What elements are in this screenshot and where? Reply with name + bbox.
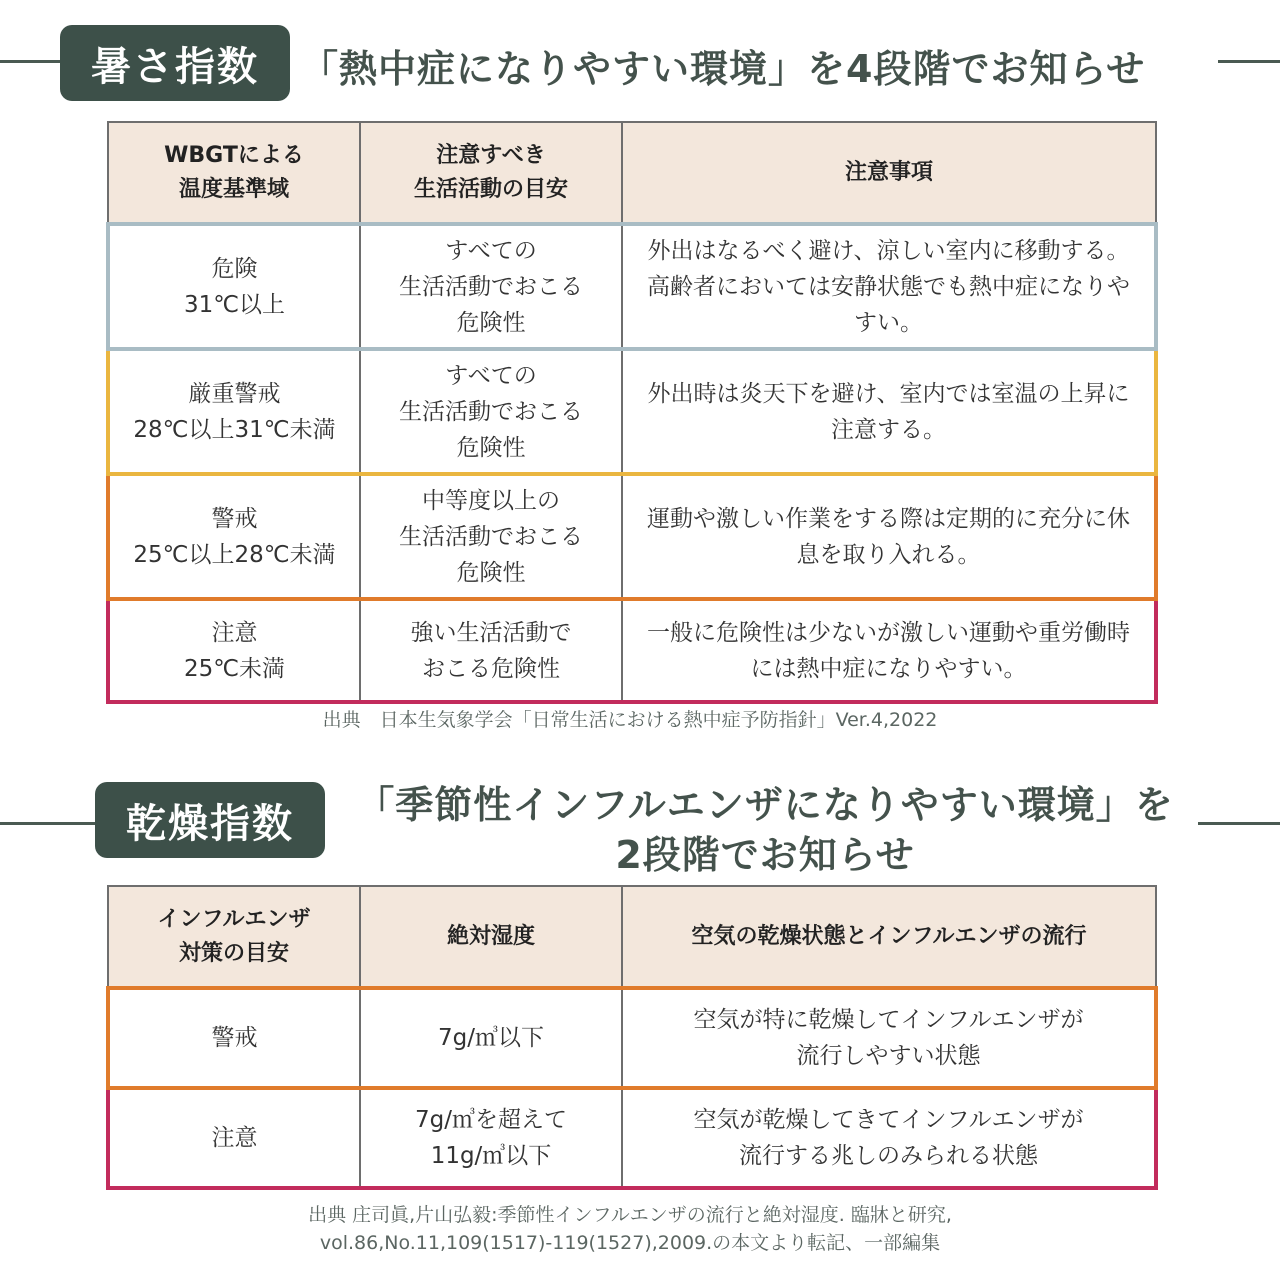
- header-wbgt-range: WBGTによる 温度基準域: [108, 122, 360, 224]
- activity-danger: すべての 生活活動でおこる 危険性: [360, 224, 622, 349]
- dry-headline: 「季節性インフルエンザになりやすい環境」を 2段階でお知らせ: [356, 783, 1174, 877]
- dry-level-caution: 注意: [108, 1088, 360, 1188]
- dry-humidity-warning: 7g/㎥以下: [360, 988, 622, 1088]
- header-absolute-humidity: 絶対湿度: [360, 886, 622, 988]
- dry-row-caution: [108, 1088, 1156, 1188]
- dry-humidity-caution: 7g/㎥を超えて 11g/㎥以下: [360, 1088, 622, 1188]
- dry-note-warning: 空気が特に乾燥してインフルエンザが 流行しやすい状態: [622, 988, 1156, 1088]
- heat-headline: 「熱中症になりやすい環境」を4段階でお知らせ: [300, 47, 1146, 91]
- note-caution: 一般に危険性は少ないが激しい運動や重労働時には熱中症になりやすい。: [622, 599, 1156, 702]
- heat-index-table: [106, 121, 1158, 704]
- activity-caution: 強い生活活動で おこる危険性: [360, 599, 622, 702]
- activity-warning: 中等度以上の 生活活動でおこる 危険性: [360, 474, 622, 599]
- dry-table-header: [108, 886, 1156, 988]
- heat-table-header: [108, 122, 1156, 224]
- dry-rule-right: [1198, 822, 1280, 825]
- heat-row-warning: [108, 474, 1156, 599]
- dry-rule-left: [0, 822, 95, 825]
- header-precautions: 注意事項: [622, 122, 1156, 224]
- heat-row-danger: [108, 224, 1156, 349]
- activity-severe-warning: すべての 生活活動でおこる 危険性: [360, 349, 622, 474]
- note-severe-warning: 外出時は炎天下を避け、室内では室温の上昇に注意する。: [622, 349, 1156, 474]
- level-danger: 危険 31℃以上: [108, 224, 360, 349]
- level-caution: 注意 25℃未満: [108, 599, 360, 702]
- dry-note-caution: 空気が乾燥してきてインフルエンザが 流行する兆しのみられる状態: [622, 1088, 1156, 1188]
- header-dryness-and-influenza: 空気の乾燥状態とインフルエンザの流行: [622, 886, 1156, 988]
- dry-source-citation: 出典 庄司眞,片山弘毅:季節性インフルエンザの流行と絶対湿度. 臨牀と研究, vol.86,No.11,109(1517)-119(1527),2009.の本文より転記、一部編集: [308, 1204, 952, 1254]
- header-influenza-guideline: インフルエンザ 対策の目安: [108, 886, 360, 988]
- dry-row-warning: [108, 988, 1156, 1088]
- heat-row-caution: [108, 599, 1156, 702]
- level-severe-warning: 厳重警戒 28℃以上31℃未満: [108, 349, 360, 474]
- heat-row-severe-warning: [108, 349, 1156, 474]
- heat-rule-right: [1218, 60, 1280, 63]
- dryness-index-table: [106, 885, 1158, 1190]
- heat-rule-left: [0, 60, 60, 63]
- note-danger: 外出はなるべく避け、涼しい室内に移動する。高齢者においては安静状態でも熱中症になりやすい。: [622, 224, 1156, 349]
- header-activity-guideline: 注意すべき 生活活動の目安: [360, 122, 622, 224]
- dry-index-badge: 乾燥指数: [95, 782, 325, 858]
- heat-source-citation: 出典 日本生気象学会「日常生活における熱中症予防指針」Ver.4,2022: [322, 709, 938, 731]
- note-warning: 運動や激しい作業をする際は定期的に充分に休息を取り入れる。: [622, 474, 1156, 599]
- level-warning: 警戒 25℃以上28℃未満: [108, 474, 360, 599]
- dry-level-warning: 警戒: [108, 988, 360, 1088]
- heat-index-badge: 暑さ指数: [60, 25, 290, 101]
